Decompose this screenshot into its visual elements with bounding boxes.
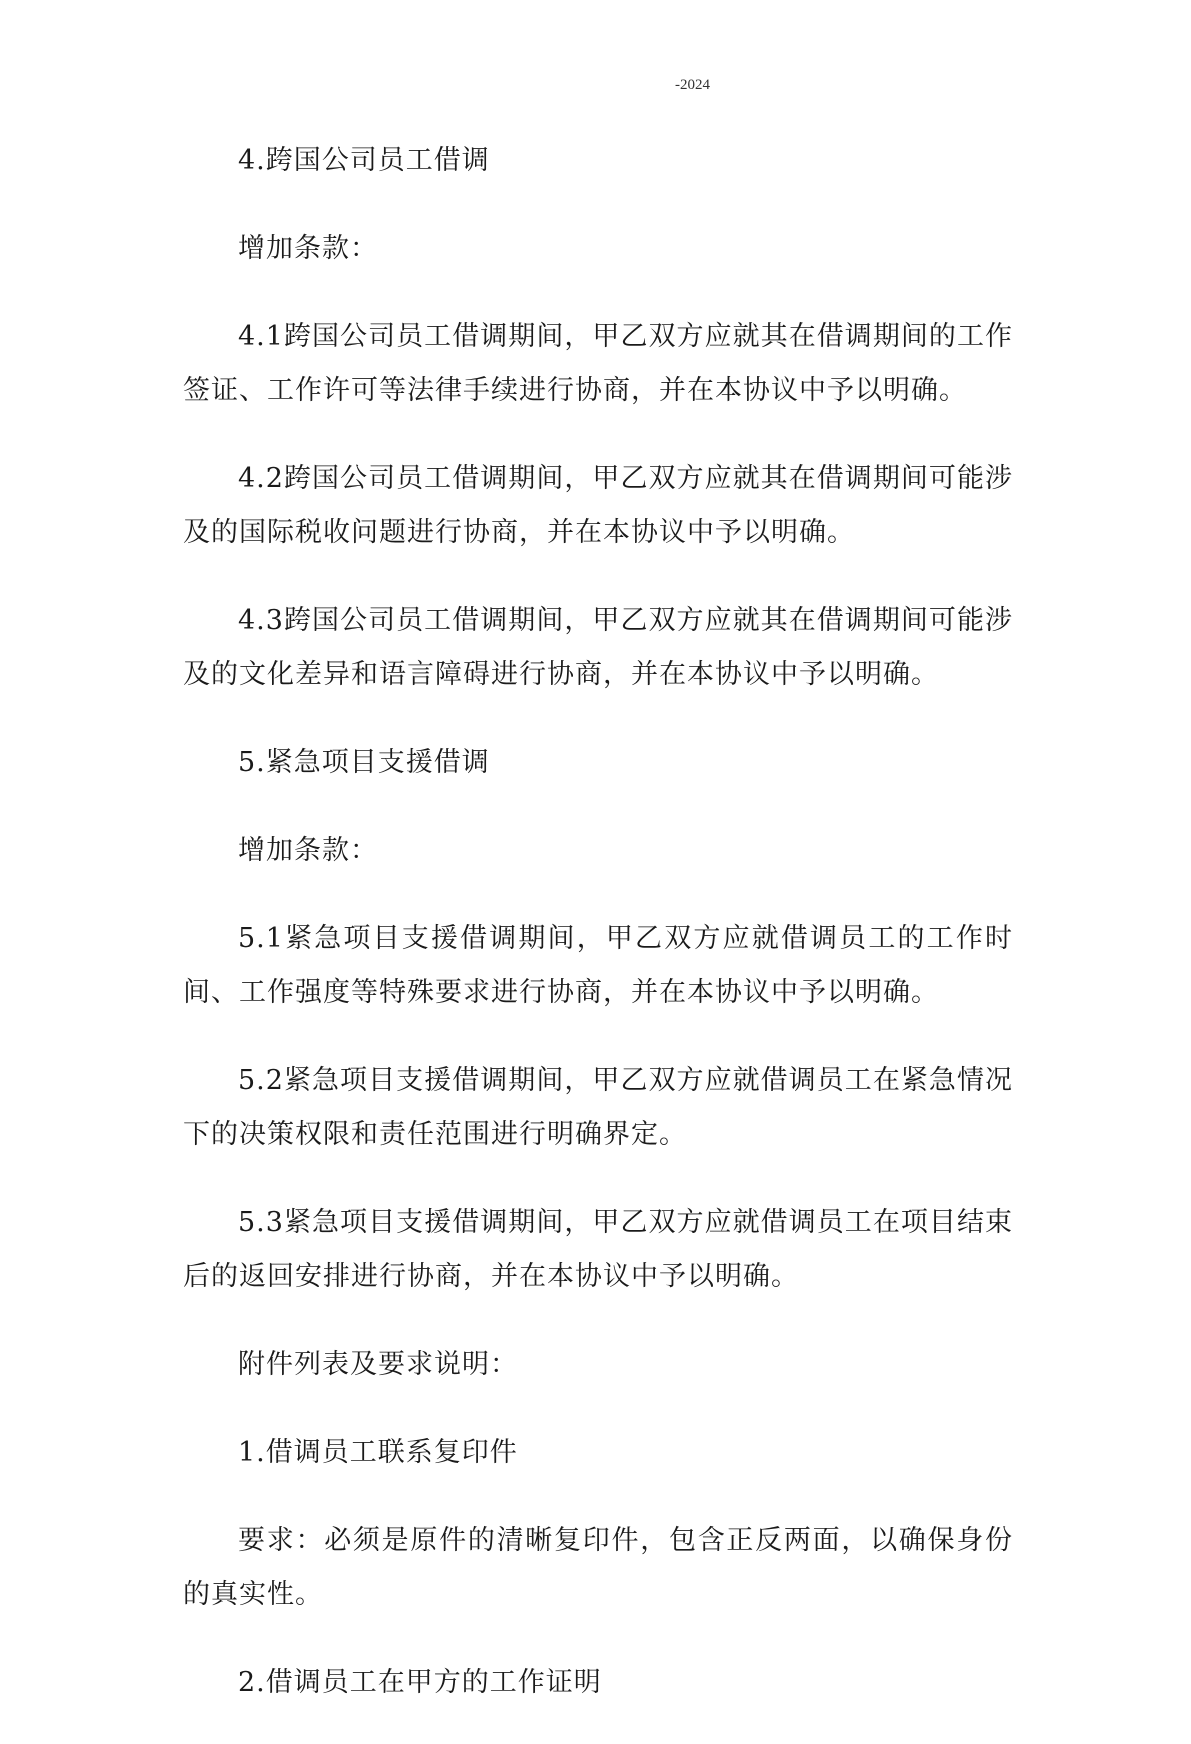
clause-5-3: 5.3紧急项目支援借调期间，甲乙双方应就借调员工在项目结束后的返回安排进行协商，并在本协议中予以明确。 — [183, 1207, 1013, 1292]
clause-4-2: 4.2跨国公司员工借调期间，甲乙双方应就其在借调期间可能涉及的国际税收问题进行协商，并在本协议中予以明确。 — [183, 463, 1013, 548]
attachments-heading: 附件列表及要求说明： — [238, 1349, 518, 1380]
section-heading-5: 5.紧急项目支援借调 — [238, 747, 490, 778]
added-clause-label: 增加条款： — [238, 835, 378, 866]
attachment-1: 1.借调员工联系复印件 — [238, 1437, 518, 1468]
clause-5-2: 5.2紧急项目支援借调期间，甲乙双方应就借调员工在紧急情况下的决策权限和责任范围进行明确界定。 — [183, 1065, 1013, 1150]
clause-5-1: 5.1紧急项目支援借调期间，甲乙双方应就借调员工的工作时间、工作强度等特殊要求进行协商，并在本协议中予以明确。 — [183, 923, 1013, 1008]
clause-4-3: 4.3跨国公司员工借调期间，甲乙双方应就其在借调期间可能涉及的文化差异和语言障碍进行协商，并在本协议中予以明确。 — [183, 605, 1013, 690]
header-year: -2024 — [675, 77, 710, 93]
attachment-1-requirement: 要求：必须是原件的清晰复印件，包含正反两面，以确保身份的真实性。 — [183, 1525, 1013, 1610]
attachment-2: 2.借调员工在甲方的工作证明 — [238, 1667, 602, 1698]
clause-4-1: 4.1跨国公司员工借调期间，甲乙双方应就其在借调期间的工作签证、工作许可等法律手续进行协商，并在本协议中予以明确。 — [183, 321, 1013, 406]
document-body — [183, 134, 1013, 1744]
added-clause-label: 增加条款： — [238, 233, 378, 264]
section-heading-4: 4.跨国公司员工借调 — [238, 145, 490, 176]
